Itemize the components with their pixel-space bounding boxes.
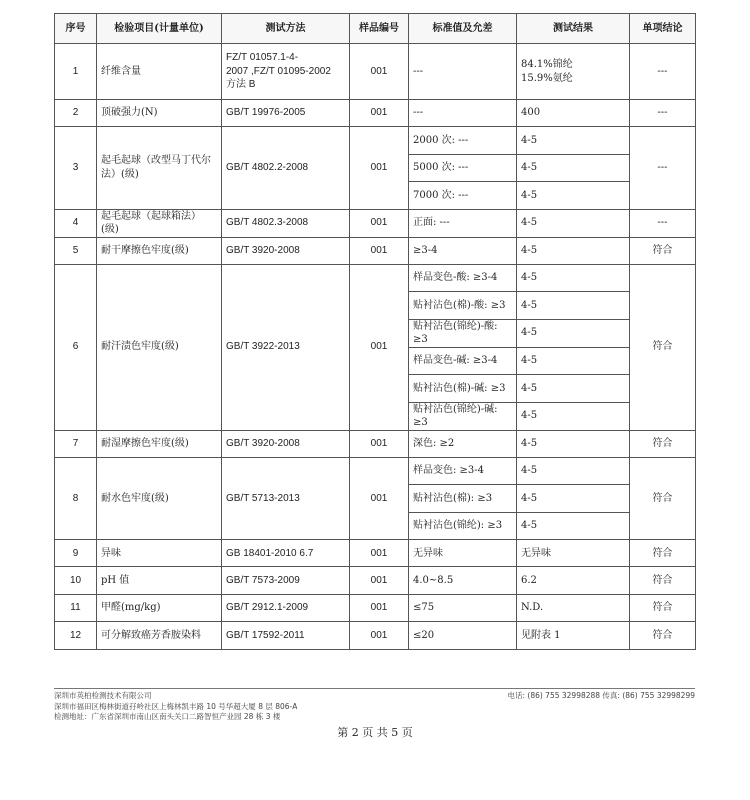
cell-sample: 001	[350, 622, 409, 649]
cell-standard: 无异味	[409, 540, 517, 567]
cell-text-line: 4-5	[521, 520, 538, 532]
cell-no: 7	[55, 430, 97, 457]
column-header: 测试结果	[517, 14, 630, 44]
cell-text-line: 6.2	[521, 574, 537, 586]
cell-text-line: 4-5	[521, 382, 538, 394]
cell-no: 1	[55, 44, 97, 100]
cell-method	[222, 540, 350, 567]
cell-no: 11	[55, 594, 97, 621]
cell-no: 12	[55, 622, 97, 649]
cell-result	[517, 154, 630, 181]
column-header: 标准值及允差	[409, 14, 517, 44]
cell-sample: 001	[350, 127, 409, 209]
cell-text-line: 4-5	[521, 162, 538, 174]
cell-text-line: 4-5	[521, 245, 538, 256]
table-row	[55, 457, 696, 484]
cell-item: 耐汗渍色牢度(级)	[97, 264, 222, 430]
cell-result	[517, 44, 630, 100]
cell-conclusion: 符合	[630, 567, 696, 594]
cell-conclusion: 符合	[630, 540, 696, 567]
cell-method	[222, 44, 350, 100]
column-header: 样品编号	[350, 14, 409, 44]
cell-conclusion: ---	[630, 100, 696, 127]
cell-result	[517, 622, 630, 649]
cell-sample: 001	[350, 209, 409, 237]
cell-standard: ≤20	[409, 622, 517, 649]
cell-text-line: 4-5	[521, 465, 538, 477]
cell-item: 顶破强力(N)	[97, 100, 222, 127]
table-body	[55, 44, 696, 650]
cell-method	[222, 594, 350, 621]
cell-result	[517, 430, 630, 457]
column-header: 检验项目(计量单位)	[97, 14, 222, 44]
cell-conclusion: ---	[630, 209, 696, 237]
cell-result	[517, 292, 630, 319]
cell-result	[517, 567, 630, 594]
cell-conclusion: 符合	[630, 264, 696, 430]
cell-standard: 4.0~8.5	[409, 567, 517, 594]
cell-standard: 7000 次: ---	[409, 182, 517, 209]
cell-result	[517, 594, 630, 621]
cell-text-line: 4-5	[521, 217, 538, 229]
cell-result	[517, 375, 630, 402]
cell-conclusion: ---	[630, 127, 696, 209]
cell-standard: 样品变色: ≥3-4	[409, 457, 517, 484]
footer-contact: 电话: (86) 755 32998288 传真: (86) 755 32998299	[507, 691, 695, 700]
cell-conclusion: 符合	[630, 594, 696, 621]
cell-method	[222, 430, 350, 457]
cell-result	[517, 237, 630, 264]
cell-item: 异味	[97, 540, 222, 567]
cell-result	[517, 457, 630, 484]
cell-result	[517, 319, 630, 347]
cell-text-line: GB/T 5713-2013	[226, 492, 300, 504]
cell-text-line: GB/T 7573-2009	[226, 574, 300, 586]
table-row	[55, 567, 696, 594]
column-header: 序号	[55, 14, 97, 44]
cell-text-line: 84.1%锦纶	[521, 59, 573, 70]
cell-sample: 001	[350, 44, 409, 100]
cell-text-line: 4-5	[521, 355, 538, 367]
cell-text-line: 400	[521, 107, 541, 119]
table-row	[55, 44, 696, 100]
cell-text-line: GB/T 4802.3-2008	[226, 217, 309, 229]
cell-no: 6	[55, 264, 97, 430]
cell-conclusion: 符合	[630, 457, 696, 539]
cell-standard: ≤75	[409, 594, 517, 621]
cell-item: 可分解致癌芳香胺染料	[97, 622, 222, 649]
cell-item: pH 值	[97, 567, 222, 594]
footer-company-name: 深圳市英柏检测技术有限公司	[54, 691, 152, 700]
cell-text-line: 4-5	[521, 134, 538, 146]
cell-standard: ≥3-4	[409, 237, 517, 264]
cell-no: 2	[55, 100, 97, 127]
cell-sample: 001	[350, 237, 409, 264]
cell-text-line: 15.9%氨纶	[521, 72, 573, 84]
table-row	[55, 594, 696, 621]
cell-result	[517, 209, 630, 237]
cell-conclusion: 符合	[630, 622, 696, 649]
cell-standard: 正面: ---	[409, 209, 517, 237]
cell-method	[222, 100, 350, 127]
cell-item: 耐干摩擦色牢度(级)	[97, 237, 222, 264]
cell-result	[517, 402, 630, 430]
table-row	[55, 209, 696, 237]
cell-conclusion: 符合	[630, 237, 696, 264]
cell-sample: 001	[350, 567, 409, 594]
cell-text-line: GB/T 3920-2008	[226, 245, 300, 256]
cell-item: 耐湿摩擦色牢度(级)	[97, 430, 222, 457]
cell-text-line: GB/T 17592-2011	[226, 629, 305, 641]
cell-text-line: GB/T 2912.1-2009	[226, 602, 309, 614]
cell-item: 起毛起球（改型马丁代尔法）(级)	[97, 127, 222, 209]
cell-text-line: 4-5	[521, 272, 538, 284]
table-row	[55, 100, 696, 127]
cell-result	[517, 540, 630, 567]
cell-no: 10	[55, 567, 97, 594]
cell-method	[222, 127, 350, 209]
cell-text-line: 4-5	[521, 299, 538, 311]
footer-divider	[54, 688, 695, 689]
cell-standard: 2000 次: ---	[409, 127, 517, 154]
cell-no: 4	[55, 209, 97, 237]
cell-result	[517, 512, 630, 539]
cell-text-line: 见附表 1	[521, 629, 561, 641]
cell-method	[222, 567, 350, 594]
footer-company-info	[54, 691, 297, 723]
test-results-table	[54, 13, 696, 650]
cell-no: 5	[55, 237, 97, 264]
cell-standard: 贴衬沾色(锦纶): ≥3	[409, 512, 517, 539]
cell-sample: 001	[350, 264, 409, 430]
cell-text-line: GB/T 3922-2013	[226, 341, 300, 353]
footer-lab-address: 检测地址：广东省深圳市南山区南头关口二路智恒产业园 28 栋 3 楼	[54, 712, 281, 721]
cell-result	[517, 182, 630, 209]
table-row	[55, 622, 696, 649]
cell-text-line: 方法 B	[226, 79, 256, 91]
cell-standard: 深色: ≥2	[409, 430, 517, 457]
cell-standard: 5000 次: ---	[409, 154, 517, 181]
column-header: 测试方法	[222, 14, 350, 44]
table-header-row	[55, 14, 696, 44]
cell-standard: 贴衬沾色(锦纶)-酸: ≥3	[409, 319, 517, 347]
cell-conclusion: 符合	[630, 430, 696, 457]
cell-conclusion: ---	[630, 44, 696, 100]
cell-no: 8	[55, 457, 97, 539]
cell-text-line: N.D.	[521, 602, 544, 614]
cell-text-line: GB 18401-2010 6.7	[226, 547, 314, 559]
cell-no: 9	[55, 540, 97, 567]
cell-text-line: 2007 ,FZ/T 01095-2002	[226, 65, 331, 77]
cell-text-line: 4-5	[521, 327, 538, 339]
footer-address: 深圳市福田区梅林街道孖岭社区上梅林凯丰路 10 号华超大厦 8 层 806-A	[54, 701, 298, 711]
cell-standard: 贴衬沾色(棉)-碱: ≥3	[409, 375, 517, 402]
cell-sample: 001	[350, 540, 409, 567]
cell-text-line: GB/T 4802.2-2008	[226, 162, 309, 174]
cell-method	[222, 457, 350, 539]
cell-standard: 样品变色-酸: ≥3-4	[409, 264, 517, 291]
cell-standard: 贴衬沾色(锦纶)-碱: ≥3	[409, 402, 517, 430]
cell-item: 耐水色牢度(级)	[97, 457, 222, 539]
table-row	[55, 127, 696, 154]
cell-sample: 001	[350, 594, 409, 621]
cell-standard: 贴衬沾色(棉): ≥3	[409, 485, 517, 512]
cell-text-line: 4-5	[521, 492, 538, 504]
table-row	[55, 237, 696, 264]
cell-result	[517, 100, 630, 127]
cell-method	[222, 622, 350, 649]
table-row	[55, 430, 696, 457]
table-row	[55, 264, 696, 291]
cell-result	[517, 127, 630, 154]
cell-result	[517, 347, 630, 374]
cell-text-line: 4-5	[521, 437, 538, 449]
cell-standard: ---	[409, 100, 517, 127]
cell-sample: 001	[350, 457, 409, 539]
cell-text-line: FZ/T 01057.1-4-	[226, 52, 299, 64]
cell-sample: 001	[350, 430, 409, 457]
cell-item: 甲醛(mg/kg)	[97, 594, 222, 621]
cell-text-line: GB/T 19976-2005	[226, 107, 306, 119]
cell-result	[517, 264, 630, 291]
cell-standard: ---	[409, 44, 517, 100]
cell-item: 纤维含量	[97, 44, 222, 100]
cell-text-line: 无异味	[521, 547, 551, 559]
cell-text-line: 4-5	[521, 410, 538, 422]
cell-standard: 贴衬沾色(棉)-酸: ≥3	[409, 292, 517, 319]
cell-sample: 001	[350, 100, 409, 127]
cell-result	[517, 485, 630, 512]
cell-method	[222, 209, 350, 237]
cell-item: 起毛起球（起球箱法）(级)	[97, 209, 222, 237]
cell-text-line: GB/T 3920-2008	[226, 437, 300, 449]
cell-no: 3	[55, 127, 97, 209]
column-header: 单项结论	[630, 14, 696, 44]
cell-text-line: 4-5	[521, 189, 538, 201]
cell-standard: 样品变色-碱: ≥3-4	[409, 347, 517, 374]
page-number: 第 2 页 共 5 页	[337, 726, 413, 739]
cell-method	[222, 264, 350, 430]
cell-method	[222, 237, 350, 264]
table-row	[55, 540, 696, 567]
